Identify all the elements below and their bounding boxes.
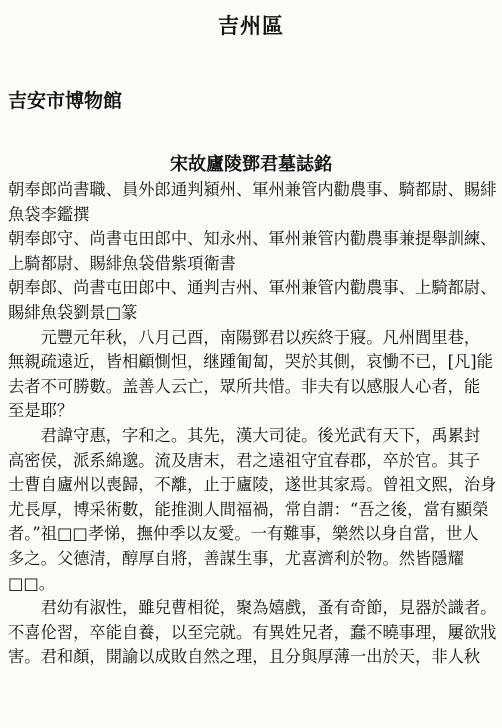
credit-line: 朝奉郎守、尚書屯田郎中、知永州、軍州兼管内勸農事兼提舉訓練、	[8, 229, 496, 249]
text-line: 者。”祖□□孝悌，撫仲季以友愛。一有難事，樂然以身自當，世人	[8, 524, 479, 544]
text-line: 害。君和顏，開諭以成敗自然之理，且分與厚薄一出於天，非人秋	[8, 647, 481, 667]
paragraph	[8, 326, 496, 424]
paragraph	[8, 424, 496, 596]
credit-line: 魚袋李鑑撰	[8, 204, 90, 224]
credit-line: 朝奉郎尚書職、員外郎通判潁州、軍州兼管内勸農事、騎都尉、賜緋	[8, 180, 496, 199]
text-line: 尤長厚，博采術數，能推測人間福禍，常自謂：“吾之後，當有顯榮	[8, 499, 489, 519]
inscription-title: 宋故廬陵鄧君墓誌銘	[170, 154, 332, 175]
paragraph	[8, 596, 496, 670]
text-line: 高密侯，派系綿邈。流及唐末，君之遠祖守宜春郡，卒於官。其子	[8, 450, 481, 470]
credit-line: 朝奉郎、尚書屯田郎中、通判吉州、軍州兼管内勸農事、上騎都尉、	[8, 278, 496, 298]
credit-line: 上騎都尉、賜緋魚袋借紫項衛書	[8, 253, 236, 273]
text-line: 君諱守惠，字和之。其先，漢大司徒。後光武有天下，禹累封	[40, 425, 481, 445]
inscription-body	[8, 178, 496, 670]
text-line: 士曹自廬州以喪歸，不離，止于廬陵，遂世其家焉。曾祖文熙，治身	[8, 475, 496, 495]
text-line: 去者不可勝數。盖善人云亡，眾所共惜。非夫有以感服人心者，能	[8, 376, 481, 396]
text-line: 君幼有淑性，雖兒曹相從，聚為嬉戲，蚤有奇節，見器於識者。	[40, 598, 496, 618]
text-line: 不喜伦習，卒能自養，以至完就。有異姓兄者，蠢不曉事理，屢欲戕	[8, 622, 496, 642]
text-line: 多之。父德清，醇厚自將，善謀生事，尤喜濟利於物。然皆隱耀	[8, 548, 464, 568]
museum-name: 吉安市博物館	[8, 90, 123, 112]
text-line: □□。	[8, 573, 56, 593]
credit-line: 賜緋魚袋劉景□篆	[8, 302, 138, 322]
section-title: 吉州區	[218, 14, 284, 38]
text-line: 元豐元年秋，八月己酉，南陽鄧君以疾終于寢。凡州閭里巷，	[40, 327, 481, 347]
text-line: 無親疏遠近，皆相顧惻怛，继踵匍匐，哭於其側，哀慟不已，[凡]能	[8, 352, 493, 372]
credits-block	[8, 178, 496, 326]
text-line: 至是耶？	[8, 401, 74, 421]
